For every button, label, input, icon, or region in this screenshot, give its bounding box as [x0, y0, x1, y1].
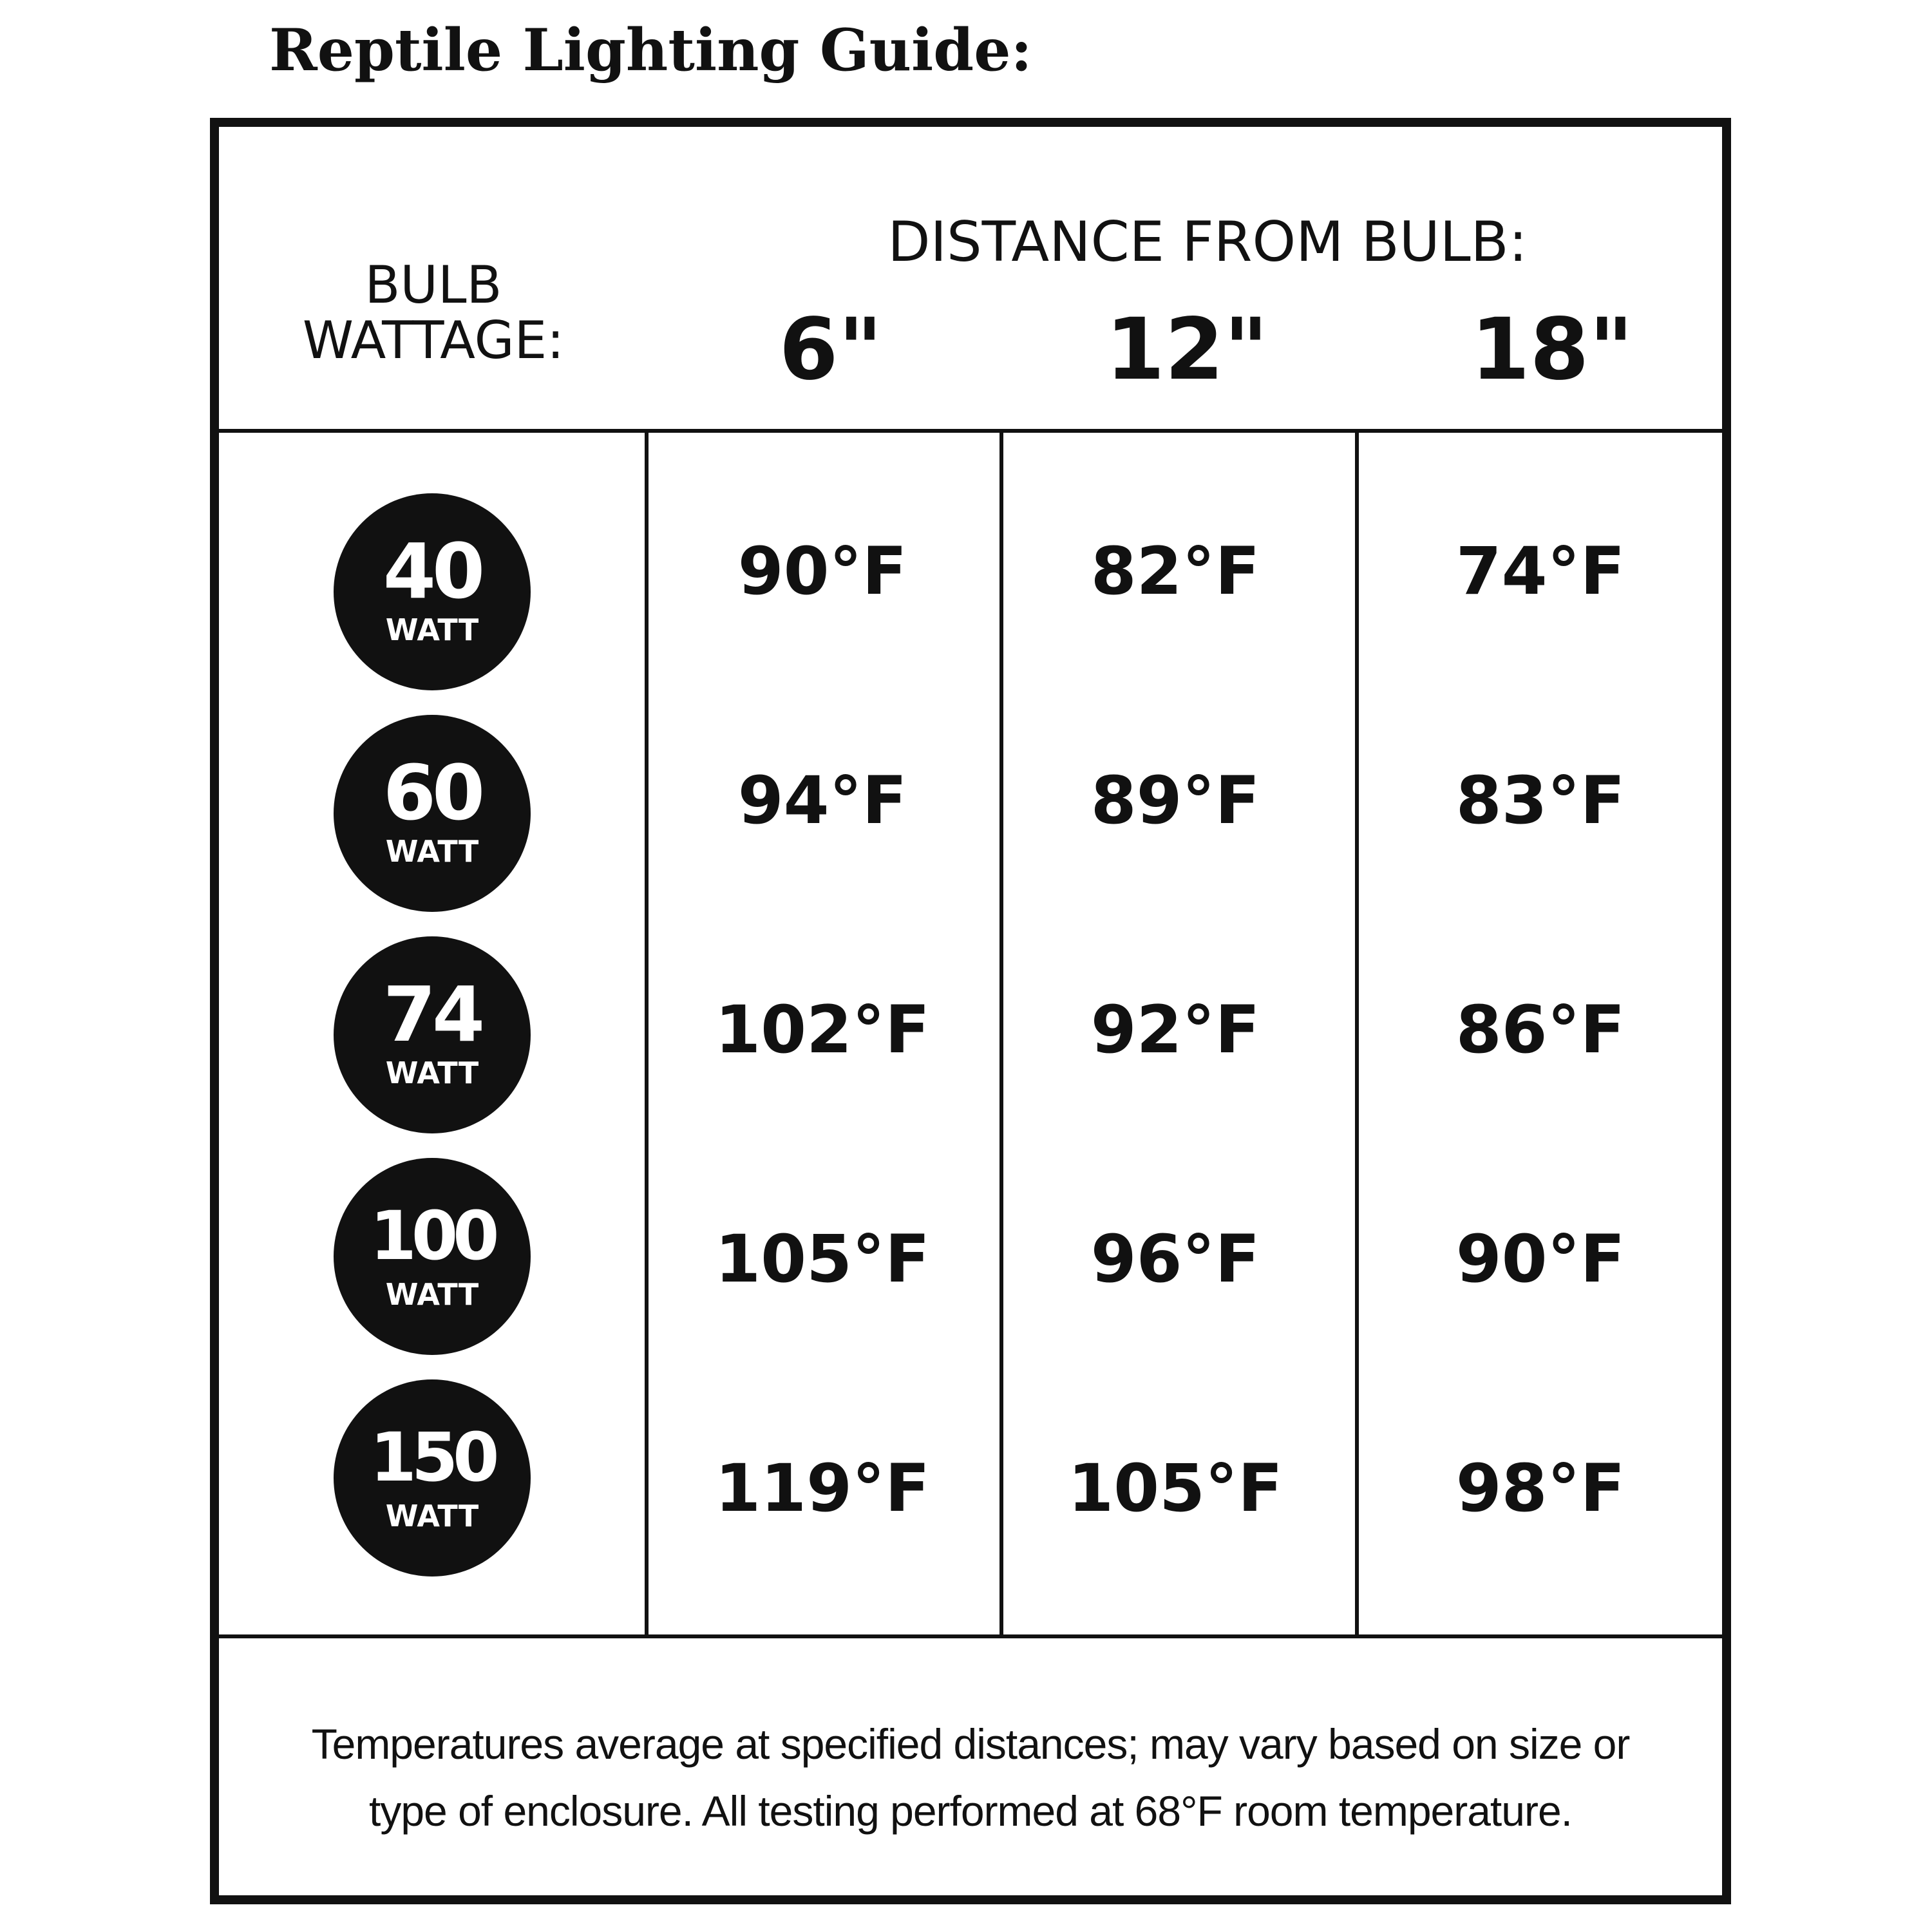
- distance-label-6in: 6": [779, 300, 883, 399]
- distance-label-18in: 18": [1470, 300, 1634, 399]
- temp-74w-18in: 86°F: [1455, 992, 1625, 1068]
- wattage-unit: WATT: [385, 1277, 479, 1312]
- temp-100w-12in: 96°F: [1090, 1221, 1260, 1298]
- wattage-heading-line1: BULB: [365, 255, 502, 315]
- column-divider-3: [1355, 431, 1359, 1636]
- wattage-unit: WATT: [385, 1499, 479, 1533]
- footer-divider: [219, 1634, 1722, 1638]
- temp-40w-18in: 74°F: [1455, 533, 1625, 610]
- distance-label-12in: 12": [1105, 300, 1269, 399]
- wattage-badge-150: [334, 1379, 531, 1577]
- wattage-number: 40: [383, 527, 482, 616]
- wattage-number: 60: [383, 748, 482, 837]
- wattage-number: 100: [370, 1197, 495, 1275]
- wattage-badge-60: [334, 715, 531, 912]
- temp-74w-12in: 92°F: [1090, 992, 1260, 1068]
- footnote-line2: type of enclosure. All testing performed at 68°F room temperature.: [368, 1787, 1572, 1835]
- footnote-line1: Temperatures average at specified distances; may vary based on size or: [311, 1720, 1630, 1768]
- wattage-badge-74: [334, 936, 531, 1133]
- wattage-unit: WATT: [385, 1056, 479, 1090]
- temp-40w-12in: 82°F: [1090, 533, 1260, 610]
- header-divider: [219, 429, 1722, 433]
- page-title: Reptile Lighting Guide:: [269, 16, 1032, 84]
- wattage-heading-line2: WATTAGE:: [302, 310, 565, 370]
- wattage-badge-100: [334, 1158, 531, 1355]
- temp-60w-6in: 94°F: [737, 762, 907, 839]
- wattage-unit: WATT: [385, 612, 479, 647]
- temp-150w-12in: 105°F: [1068, 1450, 1283, 1527]
- bulb-wattage-heading: [219, 255, 648, 370]
- column-divider-1: [645, 431, 649, 1636]
- temp-150w-18in: 98°F: [1455, 1450, 1625, 1527]
- temp-60w-18in: 83°F: [1455, 762, 1625, 839]
- wattage-badge-40: [334, 493, 531, 690]
- temp-150w-6in: 119°F: [715, 1450, 930, 1527]
- wattage-number: 74: [383, 970, 482, 1059]
- temp-60w-12in: 89°F: [1090, 762, 1260, 839]
- temp-100w-18in: 90°F: [1455, 1221, 1625, 1298]
- column-divider-2: [999, 431, 1003, 1636]
- footnote: [219, 1710, 1722, 1844]
- temp-40w-6in: 90°F: [737, 533, 907, 610]
- wattage-number: 150: [370, 1418, 495, 1497]
- temp-100w-6in: 105°F: [715, 1221, 930, 1298]
- wattage-unit: WATT: [385, 834, 479, 869]
- temp-74w-6in: 102°F: [715, 992, 930, 1068]
- distance-from-bulb-heading: DISTANCE FROM BULB:: [887, 210, 1528, 274]
